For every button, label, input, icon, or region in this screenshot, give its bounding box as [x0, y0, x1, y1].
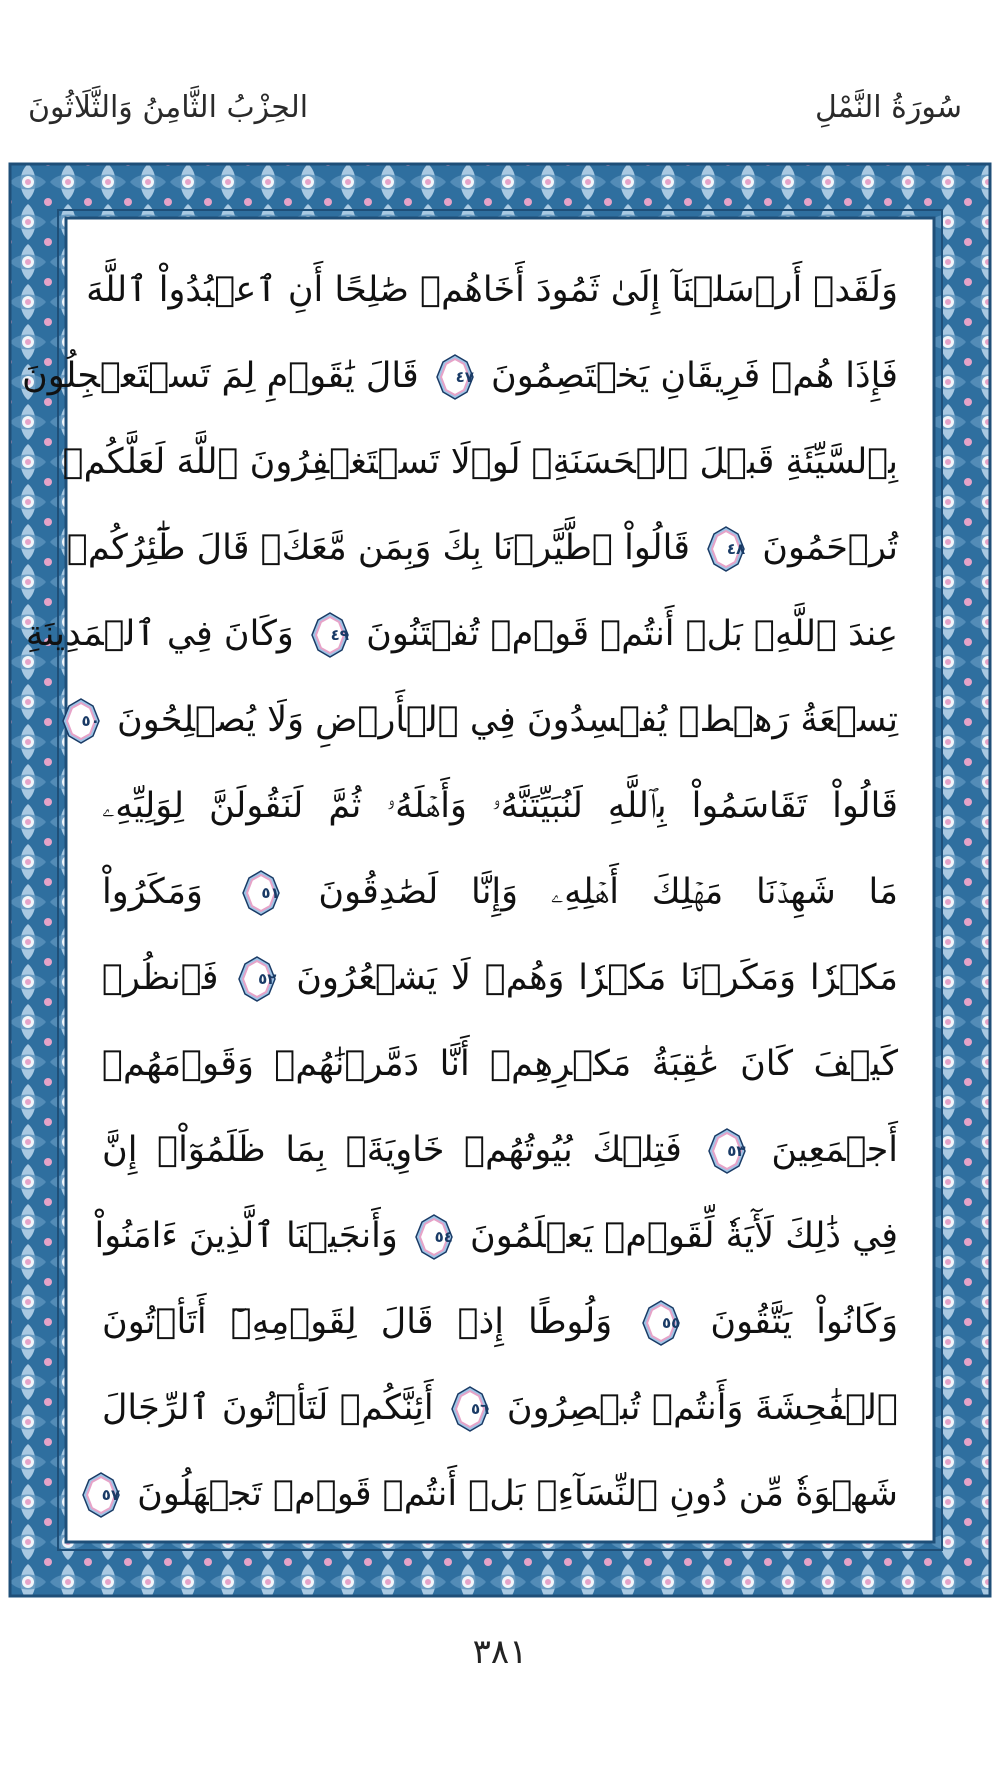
verse-line	[62, 416, 898, 508]
ayah-number-marker	[62, 698, 100, 744]
ayah-number: ٥٧	[101, 1486, 121, 1504]
verse-line	[102, 932, 898, 1024]
verse-text: وَكَانُواْ يَتَّقُونَ	[710, 1302, 898, 1342]
verse-line	[86, 244, 898, 336]
verse-line	[81, 674, 898, 766]
verse-text: وَأَنجَيۡنَا ٱلَّذِينَ ءَامَنُواْ	[94, 1216, 398, 1256]
verse-text: وَمَكَرُواْ	[102, 872, 203, 912]
verse-text: أَئِنَّكُمۡ لَتَأۡتُونَ ٱلرِّجَالَ	[102, 1388, 434, 1428]
ayah-number-marker	[451, 1386, 489, 1432]
ayah-number: ٥٢	[258, 970, 277, 988]
ayah-number-marker	[242, 870, 280, 916]
ayah-number-marker	[311, 612, 349, 658]
verse-text: أَجۡمَعِينَ	[771, 1130, 898, 1170]
verse-text: قَالُواْ تَقَاسَمُواْ بِٱللَّهِ لَنُبَيِّتَنَّهُۥ وَأَهۡلَهُۥ ثُمَّ لَنَقُولَنَّ لِوَلِيِّهِۦ	[102, 786, 898, 826]
verses-panel	[22, 230, 922, 1532]
surah-title: سُورَةُ النَّمْلِ	[815, 90, 962, 125]
verse-text: وَلُوطًا إِذۡ قَالَ لِقَوۡمِهِۦٓ أَتَأۡتُونَ	[102, 1302, 613, 1342]
verse-line	[102, 1276, 898, 1368]
ayah-number: ٥٠	[81, 712, 100, 730]
ayah-number-marker	[708, 1128, 746, 1174]
ayah-number-marker	[415, 1214, 453, 1260]
verse-text: وَكَانَ فِي ٱلۡمَدِينَةِ	[25, 614, 294, 654]
ayah-number-marker	[82, 1472, 120, 1518]
verse-text: تُرۡحَمُونَ	[762, 528, 898, 568]
verse-text: فَتِلۡكَ بُيُوتُهُمۡ خَاوِيَةَۢ بِمَا ظَلَمُوٓاْۚ إِنَّ	[102, 1130, 682, 1170]
verse-text: فَإِذَا هُمۡ فَرِيقَانِ يَخۡتَصِمُونَ	[491, 356, 898, 396]
ayah-number: ٤٨	[726, 540, 746, 558]
verse-text: مَكۡرٗا وَمَكَرۡنَا مَكۡرٗا وَهُمۡ لَا يَشۡعُرُونَ	[296, 958, 898, 998]
ayah-number-marker	[238, 956, 276, 1002]
verse-text: شَهۡوَةٗ مِّن دُونِ ٱلنِّسَآءِۚ بَلۡ أَنتُمۡ قَوۡمٞ تَجۡهَلُونَ	[137, 1474, 898, 1514]
verse-text: قَالُواْ ٱطَّيَّرۡنَا بِكَ وَبِمَن مَّعَكَۚ قَالَ طَٰٓئِرُكُمۡ	[66, 528, 690, 568]
verse-text: بِٱلسَّيِّئَةِ قَبۡلَ ٱلۡحَسَنَةِۖ لَوۡلَا تَسۡتَغۡفِرُونَ ٱللَّهَ لَعَلَّكُمۡ	[62, 442, 898, 482]
verse-line	[102, 846, 898, 938]
verse-line	[102, 760, 898, 852]
hizb-title: الحِزْبُ الثَّامِنُ وَالثَّلَاثُونَ	[28, 90, 309, 125]
verse-line	[102, 1018, 898, 1110]
verse-text: ٱلۡفَٰحِشَةَ وَأَنتُمۡ تُبۡصِرُونَ	[506, 1388, 898, 1428]
verse-line	[102, 1448, 898, 1540]
ayah-number: ٥٤	[434, 1228, 453, 1246]
ayah-number: ٤٩	[330, 626, 349, 644]
verse-line	[25, 588, 898, 680]
verse-line	[66, 502, 898, 594]
verse-line	[102, 1104, 898, 1196]
verse-line	[102, 1362, 898, 1454]
verse-text: تِسۡعَةُ رَهۡطٖ يُفۡسِدُونَ فِي ٱلۡأَرۡضِ وَلَا يُصۡلِحُونَ	[117, 700, 898, 740]
verse-text: مَا شَهِدۡنَا مَهۡلِكَ أَهۡلِهِۦ وَإِنَّا لَصَٰدِقُونَ	[318, 872, 898, 912]
ayah-number: ٥٥	[661, 1314, 681, 1332]
ayah-number-marker	[642, 1300, 680, 1346]
verse-text: عِندَ ٱللَّهِۖ بَلۡ أَنتُمۡ قَوۡمٞ تُفۡتَنُونَ	[366, 614, 898, 654]
verse-text: فِي ذَٰلِكَ لَأٓيَةٗ لِّقَوۡمٖ يَعۡلَمُونَ	[470, 1216, 898, 1256]
verse-text: كَيۡفَ كَانَ عَٰقِبَةُ مَكۡرِهِمۡ أَنَّا دَمَّرۡنَٰهُمۡ وَقَوۡمَهُمۡ	[102, 1044, 898, 1084]
ayah-number: ٥٦	[470, 1400, 490, 1418]
page-number: ٣٨١	[472, 1632, 528, 1672]
verse-line	[94, 1190, 898, 1282]
ayah-number-marker	[707, 526, 745, 572]
verse-text: وَلَقَدۡ أَرۡسَلۡنَآ إِلَىٰ ثَمُودَ أَخَاهُمۡ صَٰلِحًا أَنِ ٱعۡبُدُواْ ٱللَّهَ	[86, 270, 898, 310]
ayah-number: ٥١	[261, 884, 280, 902]
ayah-number: ٤٧	[455, 368, 474, 386]
verse-line	[22, 330, 898, 422]
page-header	[0, 0, 1000, 150]
ayah-number-marker	[436, 354, 474, 400]
verse-text: قَالَ يَٰقَوۡمِ لِمَ تَسۡتَعۡجِلُونَ	[22, 356, 419, 396]
ayah-number: ٥٣	[727, 1142, 746, 1160]
verse-text: فَٱنظُرۡ	[102, 958, 219, 998]
